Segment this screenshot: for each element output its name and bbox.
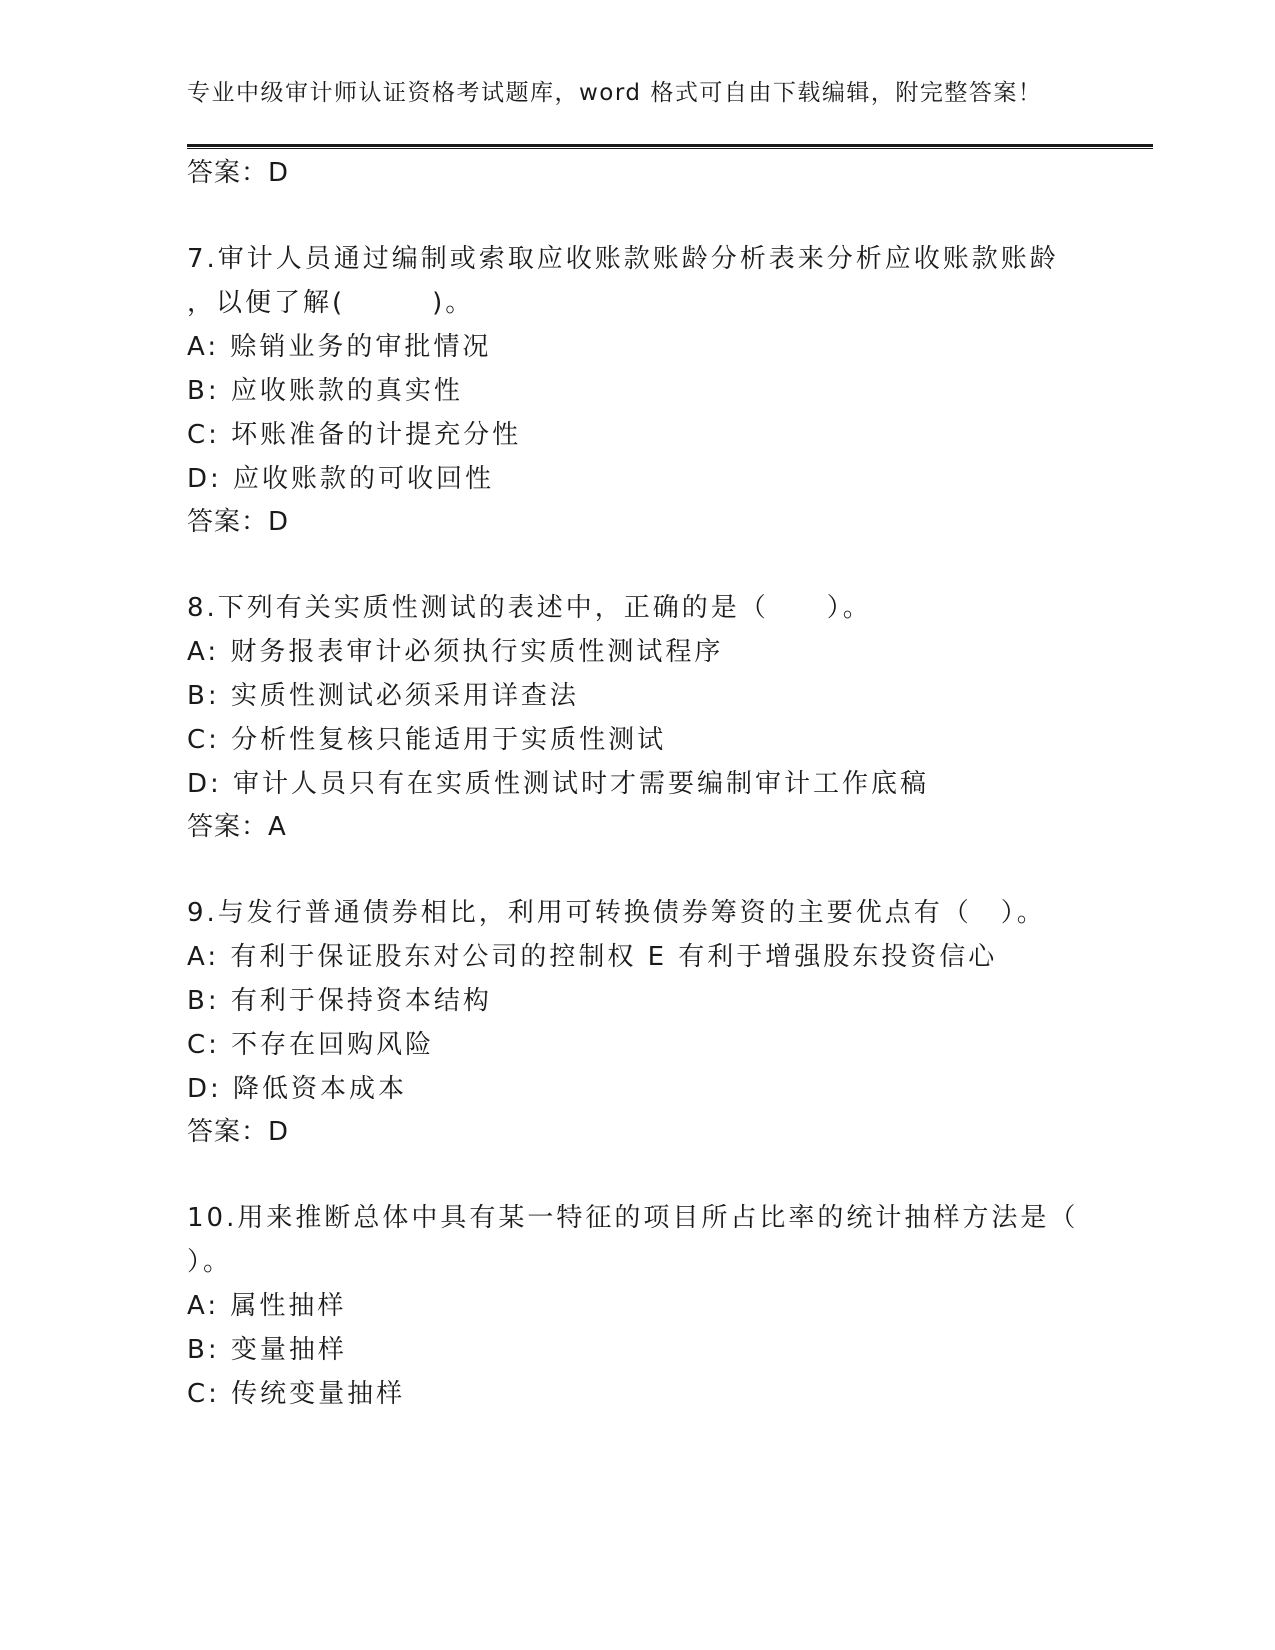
answer-line: 答案：D: [187, 507, 290, 537]
question-10-option-a: A: 属性抽样: [187, 1291, 347, 1321]
answer-line: 答案：D: [187, 1117, 290, 1147]
question-9-option-a: A: 有利于保证股东对公司的控制权 E 有利于增强股东投资信心: [187, 942, 998, 972]
question-7-option-c: C: 坏账准备的计提充分性: [187, 420, 522, 450]
question-9-option-b: B: 有利于保持资本结构: [187, 986, 492, 1016]
answer-line: 答案：A: [187, 812, 287, 842]
question-7-option-d: D: 应收账款的可收回性: [187, 464, 495, 494]
question-8-option-a: A: 财务报表审计必须执行实质性测试程序: [187, 637, 724, 667]
question-8-option-c: C: 分析性复核只能适用于实质性测试: [187, 725, 667, 755]
question-7-stem: 7.审计人员通过编制或索取应收账款账龄分析表来分析应收账款账龄: [187, 244, 1059, 274]
question-7-stem-cont: ，以便了解( )。: [187, 288, 475, 318]
question-10-stem-cont: ）。: [187, 1247, 233, 1277]
question-9-stem: 9.与发行普通债券相比，利用可转换债券筹资的主要优点有（ ）。: [187, 898, 1046, 928]
question-10-option-b: B: 变量抽样: [187, 1335, 347, 1365]
question-9-option-c: C: 不存在回购风险: [187, 1030, 435, 1060]
page-header: 专业中级审计师认证资格考试题库，word 格式可自由下载编辑，附完整答案！: [187, 80, 1043, 106]
question-8-option-d: D: 审计人员只有在实质性测试时才需要编制审计工作底稿: [187, 769, 930, 799]
answer-line: 答案：D: [187, 158, 290, 188]
header-rule: [187, 144, 1153, 149]
question-9-option-d: D: 降低资本成本: [187, 1074, 408, 1104]
question-7-option-a: A: 赊销业务的审批情况: [187, 332, 492, 362]
question-10-option-c: C: 传统变量抽样: [187, 1379, 406, 1409]
question-7-option-b: B: 应收账款的真实性: [187, 376, 463, 406]
question-8-stem: 8.下列有关实质性测试的表述中，正确的是（ ）。: [187, 593, 872, 623]
question-8-option-b: B: 实质性测试必须采用详查法: [187, 681, 579, 711]
question-10-stem: 10.用来推断总体中具有某一特征的项目所占比率的统计抽样方法是（: [187, 1203, 1079, 1233]
